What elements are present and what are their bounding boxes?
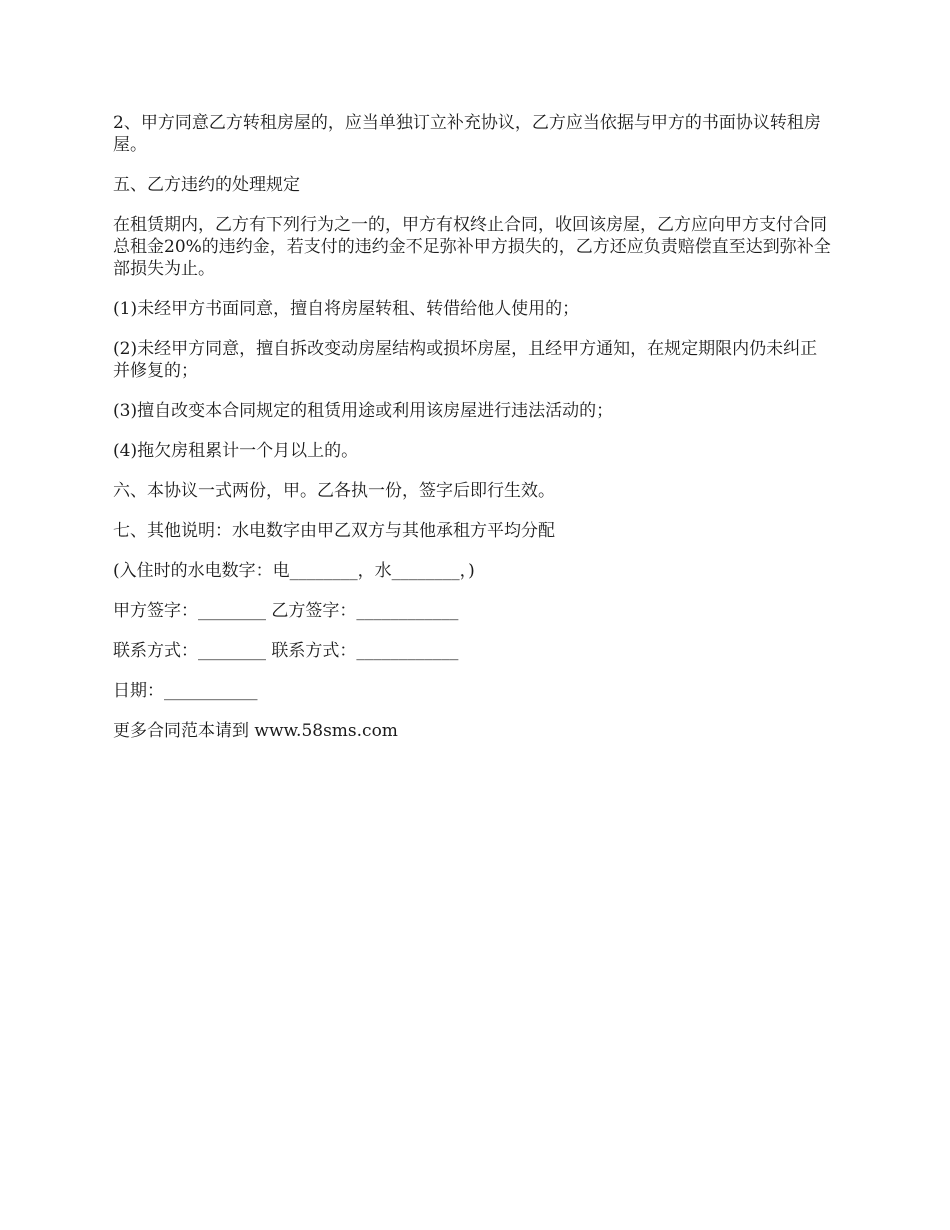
section-six-paragraph: 六、本协议一式两份，甲。乙各执一份，签字后即行生效。 (113, 481, 555, 501)
utility-readings-line: (入住时的水电数字：电________，水________，) (113, 561, 475, 581)
signature-line: 甲方签字：________ 乙方签字：____________ (113, 601, 459, 621)
breach-item-3: (3)擅自改变本合同规定的租赁用途或利用该房屋进行违法活动的； (113, 401, 614, 421)
section-five-heading: 五、乙方违约的处理规定 (113, 175, 300, 195)
clause-sublet-paragraph: 2、甲方同意乙方转租房屋的，应当单独订立补充协议，乙方应当依据与甲方的书面协议转租房屋。 (113, 113, 821, 155)
date-line: 日期：___________ (113, 681, 258, 701)
section-seven-paragraph: 七、其他说明：水电数字由甲乙双方与其他承租方平均分配 (113, 521, 555, 541)
breach-item-1: (1)未经甲方书面同意，擅自将房屋转租、转借给他人使用的； (113, 299, 580, 319)
document-body (113, 112, 833, 760)
footer-link-line: 更多合同范本请到 www.58sms.com (113, 721, 398, 741)
breach-item-2: (2)未经甲方同意，擅自拆改变动房屋结构或损坏房屋，且经甲方通知，在规定期限内仍未纠正并修复的； (113, 339, 818, 381)
breach-item-4: (4)拖欠房租累计一个月以上的。 (113, 441, 359, 461)
contact-line: 联系方式：________ 联系方式：____________ (113, 641, 459, 661)
breach-terms-paragraph: 在租赁期内，乙方有下列行为之一的，甲方有权终止合同，收回该房屋，乙方应向甲方支付合同总租金20%的违约金，若支付的违约金不足弥补甲方损失的，乙方还应负责赔偿直至达到弥补全部损失为止。 (113, 215, 831, 279)
